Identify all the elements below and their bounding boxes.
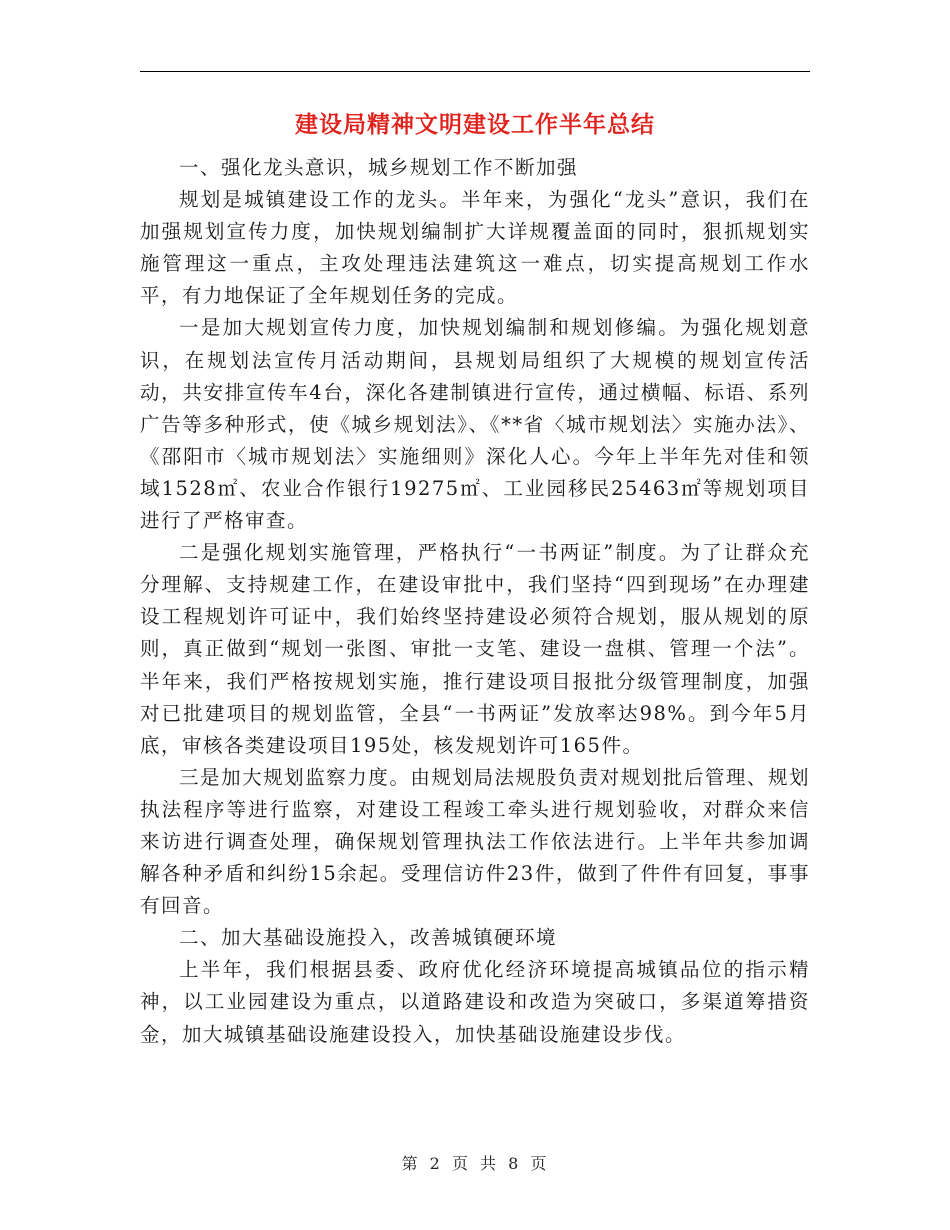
header-rule bbox=[140, 71, 810, 72]
document-body bbox=[140, 152, 810, 1051]
body-paragraph: 二是强化规划实施管理，严格执行“一书两证”制度。为了让群众充分理解、支持规建工作，在建设审批中，我们坚持“四到现场”在办理建设工程规划许可证中，我们始终坚持建设必须符合规划，服从规划的原则，真正做到“规划一张图、审批一支笔、建设一盘棋、管理一个法”。半年来，我们严格按规划实施，推行建设项目报批分级管理制度，加强对已批建项目的规划监管，全县“一书两证”发放率达98%。到今年5月底，审核各类建设项目195处，核发规划许可165件。 bbox=[140, 541, 810, 757]
body-paragraph: 一是加大规划宣传力度，加快规划编制和规划修编。为强化规划意识，在规划法宣传月活动期间，县规划局组织了大规模的规划宣传活动，共安排宣传车4台，深化各建制镇进行宣传，通过横幅、标语、系列广告等多种形式，使《城乡规划法》、《**省〈城市规划法〉实施办法》、《邵阳市〈城市规划法〉实施细则》深化人心。今年上半年先对佳和领域1528㎡、农业合作银行19275㎡、工业园移民25463㎡等规划项目进行了严格审查。 bbox=[140, 316, 810, 533]
page-number-footer: 第 2 页 共 8 页 bbox=[401, 1154, 549, 1173]
body-paragraph: 规划是城镇建设工作的龙头。半年来，为强化“龙头”意识，我们在加强规划宣传力度，加快规划编制扩大详规覆盖面的同时，狠抓规划实施管理这一重点，主攻处理违法建筑这一难点，切实提高规划工作水平，有力地保证了全年规划任务的完成。 bbox=[140, 188, 810, 308]
section-heading-1: 一、强化龙头意识，城乡规划工作不断加强 bbox=[179, 156, 579, 179]
document-title: 建设局精神文明建设工作半年总结 bbox=[295, 112, 655, 138]
body-paragraph: 三是加大规划监察力度。由规划局法规股负责对规划批后管理、规划执法程序等进行监察，对建设工程竣工牵头进行规划验收，对群众来信来访进行调查处理，确保规划管理执法工作依法进行。上半年共参加调解各种矛盾和纠纷15余起。受理信访件23件，做到了件件有回复，事事有回音。 bbox=[140, 765, 810, 918]
section-heading-2: 二、加大基础设施投入，改善城镇硬环境 bbox=[179, 926, 558, 950]
body-paragraph: 上半年，我们根据县委、政府优化经济环境提高城镇品位的指示精神，以工业园建设为重点，以道路建设和改造为突破口，多渠道筹措资金，加大城镇基础设施建设投入，加快基础设施建设步伐。 bbox=[140, 958, 810, 1046]
